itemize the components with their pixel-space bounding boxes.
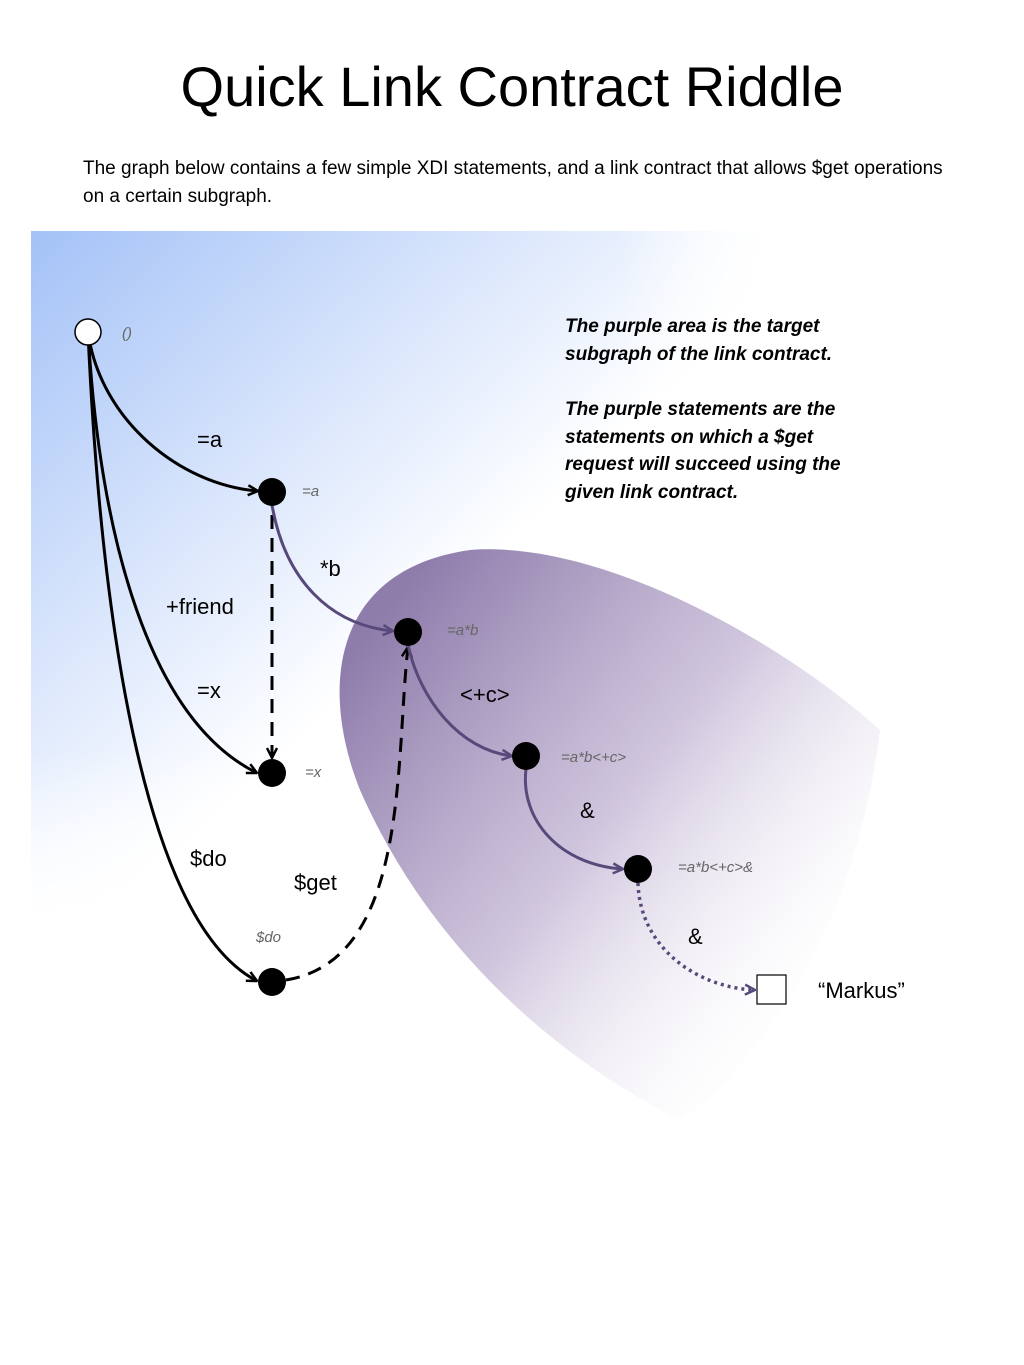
node-label-ab: =a*b <box>447 622 479 639</box>
root-node <box>75 319 101 345</box>
node-ab <box>394 618 422 646</box>
note-purple-statements: The purple statements are the statements on which a $get request will succeed using the given link contract. <box>565 399 841 503</box>
node-label-x: =x <box>305 764 322 781</box>
note-target-area: The purple area is the target subgraph of the link contract. <box>565 316 833 365</box>
node-abc <box>512 742 540 770</box>
node-label-abc: =a*b<+c> <box>561 749 627 766</box>
intro-text: The graph below contains a few simple XDI statements, and a link contract that allows $get operations on a certain subgraph. <box>83 158 943 207</box>
literal-value: “Markus” <box>818 978 905 1003</box>
arc-label-b: *b <box>320 556 341 581</box>
node-do <box>258 968 286 996</box>
node-label-do: $do <box>256 929 282 946</box>
arc-label-friend: +friend <box>166 594 234 619</box>
arc-label-x: =x <box>197 678 221 703</box>
node-label-abc-amp: =a*b<+c>& <box>678 859 754 876</box>
page-title: Quick Link Contract Riddle <box>180 55 844 118</box>
node-a <box>258 478 286 506</box>
node-label-root: () <box>122 325 132 342</box>
arc-label-get: $get <box>294 870 337 895</box>
arc-label-a: =a <box>197 427 223 452</box>
arc-label-do: $do <box>190 846 227 871</box>
arc-label-amp2: & <box>688 924 703 949</box>
arc-label-amp1: & <box>580 798 595 823</box>
literal-node <box>757 975 786 1004</box>
arc-label-c: <+c> <box>460 682 510 707</box>
node-label-a: =a <box>302 483 320 500</box>
node-x <box>258 759 286 787</box>
node-abc-amp <box>624 855 652 883</box>
